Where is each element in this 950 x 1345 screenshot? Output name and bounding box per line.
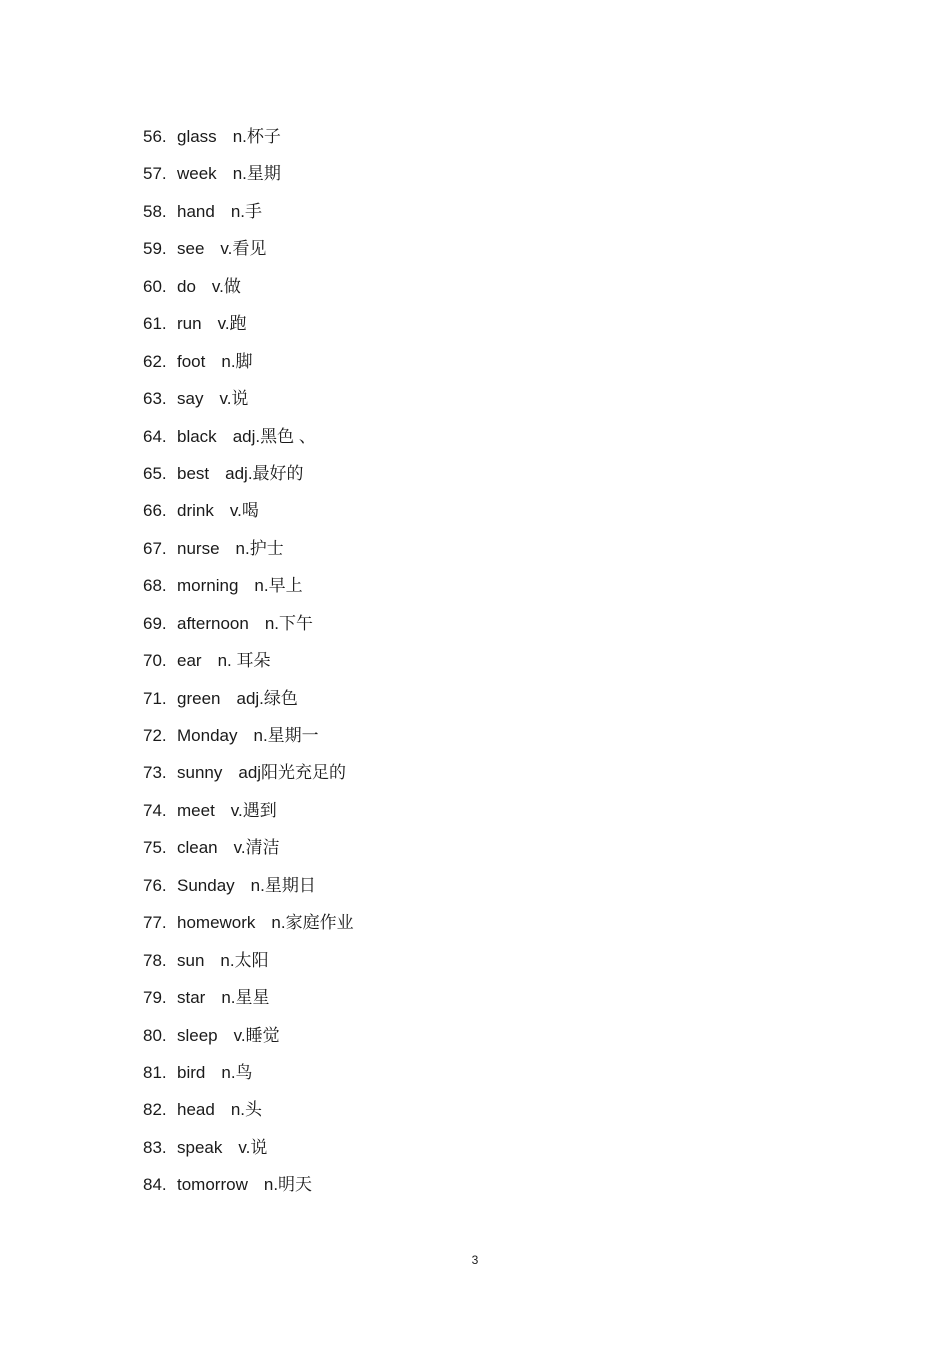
entry-word: Sunday [177,875,235,895]
entry-word: star [177,988,206,1008]
entry-number: 70. [143,651,167,671]
vocab-entry [143,873,354,910]
entry-word: tomorrow [177,1175,248,1195]
entry-word: Monday [177,726,238,745]
entry-number: 67. [143,538,167,558]
vocab-entry [143,274,354,311]
entry-meaning: adj.黑色 、 [232,426,316,446]
entry-number: 81. [143,1062,167,1082]
vocab-entry [143,1060,354,1097]
entry-word: run [177,314,202,334]
entry-word: sleep [177,1025,218,1045]
entry-number: 62. [143,351,167,371]
entry-meaning: n.家庭作业 [271,913,354,933]
vocab-entry [143,648,354,685]
entry-number: 78. [143,950,167,970]
entry-meaning: v.说 [219,389,249,409]
entry-number: 61. [143,314,167,334]
vocab-entry [143,835,354,872]
entry-word: sunny [177,763,223,783]
entry-word: week [177,164,217,184]
entry-word: head [177,1100,215,1120]
vocab-entry [143,1023,354,1060]
entry-number: 66. [143,501,167,521]
entry-number: 77. [143,913,167,933]
entry-meaning: n.星星 [221,988,270,1008]
entry-number: 72. [143,726,167,745]
entry-word: homework [177,913,256,933]
entry-number: 64. [143,426,167,446]
entry-number: 71. [143,688,167,708]
entry-meaning: n.太阳 [220,950,269,970]
vocab-entry [143,1135,354,1172]
entry-word: hand [177,201,215,221]
vocabulary-list [143,124,354,1210]
entry-number: 57. [143,164,167,184]
entry-word: morning [177,576,239,596]
entry-word: black [177,426,217,446]
vocab-entry [143,723,354,760]
entry-meaning: v.清洁 [233,838,280,858]
vocab-entry [143,349,354,386]
entry-number: 58. [143,201,167,221]
entry-word: sun [177,950,205,970]
entry-meaning: v.遇到 [230,800,277,820]
vocab-entry [143,386,354,423]
entry-meaning: n.早上 [254,576,303,596]
entry-meaning: v.喝 [229,501,259,521]
vocab-entry [143,910,354,947]
entry-word: meet [177,800,215,820]
entry-meaning: v.睡觉 [233,1025,280,1045]
entry-word: speak [177,1137,223,1157]
entry-number: 73. [143,763,167,783]
vocab-entry [143,985,354,1022]
entry-number: 65. [143,463,167,483]
entry-meaning: n.脚 [221,351,253,371]
vocab-entry [143,1097,354,1134]
entry-meaning: v.跑 [217,314,247,334]
entry-number: 59. [143,239,167,259]
entry-number: 83. [143,1137,167,1157]
entry-number: 63. [143,389,167,409]
vocab-entry [143,236,354,273]
entry-word: bird [177,1062,206,1082]
entry-meaning: v.做 [211,276,241,296]
entry-word: glass [177,127,217,146]
vocab-entry [143,611,354,648]
entry-meaning: n.下午 [264,613,314,633]
entry-number: 69. [143,613,167,633]
entry-number: 84. [143,1175,167,1195]
entry-meaning: v.说 [238,1137,268,1157]
entry-number: 68. [143,576,167,596]
entry-number: 74. [143,800,167,820]
vocab-entry [143,424,354,461]
entry-word: say [177,389,204,409]
entry-word: clean [177,838,218,858]
vocab-entry [143,798,354,835]
entry-meaning: n.手 [230,201,263,221]
entry-word: nurse [177,538,220,558]
entry-number: 76. [143,875,167,895]
vocab-entry [143,1172,354,1209]
entry-meaning: n.头 [230,1100,263,1120]
entry-word: green [177,688,221,708]
entry-meaning: adj.绿色 [236,688,298,708]
entry-meaning: n.星期一 [253,726,319,745]
entry-word: do [177,276,196,296]
entry-word: afternoon [177,613,249,633]
entry-meaning: n.杯子 [232,127,281,146]
vocab-entry [143,686,354,723]
entry-meaning: adj阳光充足的 [238,763,347,783]
entry-meaning: n.鸟 [221,1062,253,1082]
vocab-entry [143,760,354,797]
entry-meaning: n.明天 [263,1175,313,1195]
vocab-entry [143,199,354,236]
entry-number: 80. [143,1025,167,1045]
vocab-entry [143,461,354,498]
entry-word: see [177,239,205,259]
entry-number: 82. [143,1100,167,1120]
entry-meaning: adj.最好的 [225,463,304,483]
vocab-entry [143,498,354,535]
entry-word: ear [177,651,202,671]
page-number: 3 [471,1253,479,1267]
entry-number: 56. [143,127,167,146]
entry-word: best [177,463,210,483]
entry-word: drink [177,501,214,521]
entry-number: 75. [143,838,167,858]
vocab-entry [143,948,354,985]
entry-number: 79. [143,988,167,1008]
vocab-entry [143,311,354,348]
vocab-entry [143,124,354,161]
entry-word: foot [177,351,206,371]
entry-meaning: v.看见 [220,239,267,259]
entry-meaning: n.星期 [232,164,281,184]
vocab-entry [143,536,354,573]
vocab-entry [143,161,354,198]
entry-meaning: n. 耳朵 [217,651,271,671]
entry-meaning: n.星期日 [250,875,316,895]
entry-meaning: n.护士 [235,538,284,558]
entry-number: 60. [143,276,167,296]
vocab-entry [143,573,354,610]
